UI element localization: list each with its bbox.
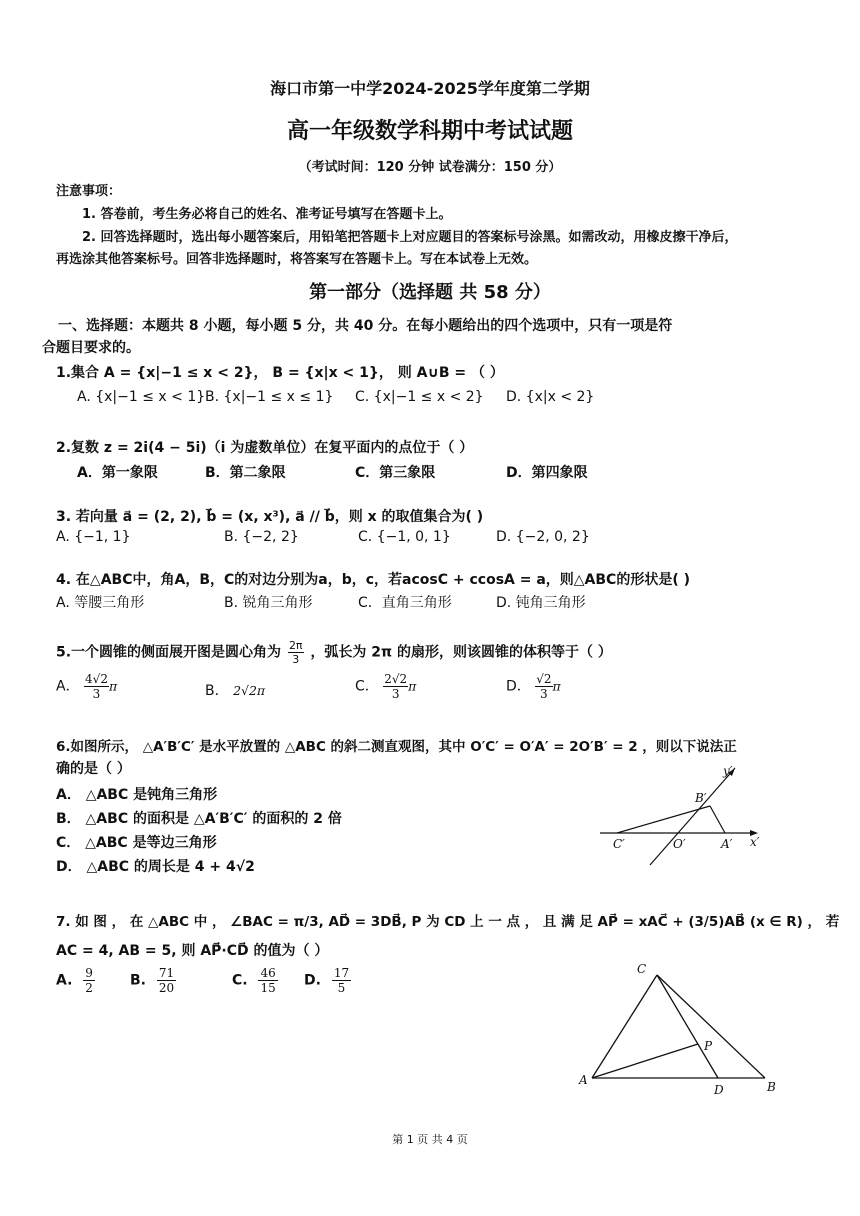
q4-option-d: D. 钝角三角形	[496, 595, 586, 611]
notes-item-1: 1. 答卷前，考生务必将自己的姓名、准考证号填写在答题卡上。	[82, 207, 452, 222]
q6-label-b: B′	[695, 791, 707, 805]
q7-label-d: D	[714, 1083, 724, 1097]
q5-option-b	[205, 680, 265, 700]
q7-option-a-label: A.	[56, 972, 73, 989]
q4-stem: 4. 在△ABC中，角A，B，C的对边分别为a，b，c，若acosC + ccosA = a，则△ABC的形状是( )	[56, 572, 691, 588]
part-title: 第一部分（选择题 共 58 分）	[309, 282, 551, 303]
q7-option-d-label: D.	[304, 972, 321, 989]
q7-option-b-label: B.	[130, 972, 146, 989]
q7-option-c-num: 46	[260, 966, 276, 980]
q7-option-b-den: 20	[158, 981, 175, 995]
page-footer: 第 1 页 共 4 页	[392, 1133, 468, 1146]
q5-option-a-fraction	[84, 672, 109, 701]
q7-side-ac	[592, 975, 657, 1078]
q5-option-a-pi: π	[108, 678, 118, 694]
q7-side-cb	[657, 975, 765, 1078]
q6-label-y: y′	[723, 764, 733, 778]
q3-option-b: B. {−2, 2}	[224, 529, 299, 545]
q6-label-x: x′	[750, 835, 760, 849]
q7-option-c	[232, 966, 278, 995]
q2-option-a: A．第一象限	[77, 465, 158, 481]
q6-label-a: A′	[721, 837, 733, 851]
q7-figure	[575, 958, 790, 1103]
q5-option-c-fraction	[383, 672, 408, 701]
q6-label-c: C′	[613, 837, 625, 851]
q5-option-a-label: A．	[56, 678, 80, 695]
notes-item-2: 2. 回答选择题时，选出每小题答案后，用铅笔把答题卡上对应题目的答案标号涂黑。如需改动，用橡皮擦干净后，	[82, 230, 738, 245]
q5-option-a	[56, 672, 117, 701]
q1-option-a: A. {x|−1 ≤ x < 1}	[77, 389, 206, 405]
q5-stem	[56, 639, 612, 666]
q7-option-c-fraction	[258, 966, 277, 995]
q5-option-c-num: 2√2	[384, 672, 408, 686]
q7-segment-cd	[657, 975, 718, 1078]
q5-stem-a: 5.一个圆锥的侧面展开图是圆心角为	[56, 644, 282, 661]
q7-stem-line2: AC = 4, AB = 5, 则 AP⃗·CD⃗ 的值为（ ）	[56, 943, 329, 959]
q5-option-a-den: 3	[92, 687, 101, 701]
q6-option-b: B． △ABC 的面积是 △A′B′C′ 的面积的 2 倍	[56, 811, 342, 827]
section-intro-line1: 一、选择题：本题共 8 小题，每小题 5 分，共 40 分。在每小题给出的四个选项中，只有一项是符	[58, 318, 673, 334]
q5-stem-b: ，弧长为 2π 的扇形，则该圆锥的体积等于（ ）	[310, 644, 612, 661]
q7-option-d-den: 5	[337, 981, 346, 995]
q6-label-o: O′	[673, 837, 686, 851]
school-title: 海口市第一中学2024-2025学年度第二学期	[270, 79, 590, 98]
q7-label-p: P	[704, 1039, 713, 1053]
q4-option-a: A. 等腰三角形	[56, 595, 145, 611]
q2-option-d: D．第四象限	[506, 465, 588, 481]
q5-option-d-label: D．	[506, 678, 531, 695]
q3-option-a: A. {−1, 1}	[56, 529, 131, 545]
q5-option-d-pi: π	[552, 678, 561, 694]
q3-option-d: D. {−2, 0, 2}	[496, 529, 590, 545]
q5-option-c-label: C．	[355, 678, 379, 695]
q7-option-b	[130, 966, 176, 995]
q1-option-d: D. {x|x < 2}	[506, 389, 595, 405]
q6-side-ba	[710, 806, 725, 833]
q7-segment-ap	[592, 1044, 698, 1078]
q2-option-b: B．第二象限	[205, 465, 286, 481]
q6-option-a: A． △ABC 是钝角三角形	[56, 787, 218, 803]
q7-option-a-num: 9	[85, 966, 93, 980]
q7-option-a-fraction	[83, 966, 95, 995]
q2-option-c: C．第三象限	[355, 465, 436, 481]
section-intro-line2: 合题目要求的。	[42, 340, 140, 356]
q5-option-d-fraction	[535, 672, 552, 701]
q5-option-a-num: 4√2	[85, 672, 108, 686]
q1-option-b: B. {x|−1 ≤ x ≤ 1}	[205, 389, 334, 405]
q6-option-c: C． △ABC 是等边三角形	[56, 835, 217, 851]
q5-option-c-pi: π	[408, 678, 417, 694]
exam-title: 高一年级数学科期中考试试题	[286, 119, 573, 144]
q6-figure	[595, 760, 775, 870]
exam-subtitle: （考试时间：120 分钟 试卷满分：150 分）	[298, 160, 562, 175]
notes-heading: 注意事项：	[56, 184, 122, 199]
q3-option-c: C. {−1, 0, 1}	[358, 529, 451, 545]
q6-stem-line1: 6.如图所示， △A′B′C′ 是水平放置的 △ABC 的斜二测直观图，其中 O′C′ = O′A′ = 2O′B′ = 2 ，则以下说法正	[56, 739, 737, 755]
q4-option-c: C．直角三角形	[358, 595, 452, 611]
q7-label-c: C	[637, 962, 647, 976]
q5-option-c	[355, 672, 416, 701]
q5-option-c-den: 3	[391, 687, 400, 701]
q7-label-a: A	[579, 1073, 588, 1087]
q1-stem: 1.集合 A = {x|−1 ≤ x < 2}， B = {x|x < 1}， 则 A∪B = （ ）	[56, 365, 504, 381]
q2-stem: 2.复数 z = 2i(4 − 5i)（i 为虚数单位）在复平面内的点位于（ ）	[56, 440, 474, 456]
notes-item-3: 再选涂其他答案标号。回答非选择题时，将答案写在答题卡上。写在本试卷上无效。	[56, 252, 538, 267]
q7-option-d	[304, 966, 351, 995]
q7-option-a	[56, 966, 95, 995]
q7-stem-line1: 7. 如 图 ， 在 △ABC 中 ， ∠BAC = π/3, AD⃗ = 3DB⃗, P 为 CD 上 一 点 ， 且 满 足 AP⃗ = xAC⃗ + (3/5)AB⃗ (x ∈ R) ， 若	[56, 914, 840, 930]
q6-side-cb	[617, 806, 710, 833]
q5-option-d-num: √2	[536, 672, 552, 686]
q6-stem-line2: 确的是（ ）	[56, 761, 131, 777]
q7-option-d-num: 17	[333, 966, 350, 980]
q7-option-b-fraction	[157, 966, 176, 995]
q1-option-c: C. {x|−1 ≤ x < 2}	[355, 389, 484, 405]
q7-option-c-den: 15	[260, 981, 276, 995]
q5-option-d	[506, 672, 561, 701]
q5-option-b-label: B．	[205, 683, 229, 699]
q7-option-b-num: 71	[158, 966, 175, 980]
q5-stem-fraction	[288, 639, 304, 666]
q7-option-d-fraction	[332, 966, 351, 995]
q5-option-b-value: 2√2π	[233, 683, 266, 698]
q5-frac-den: 3	[292, 653, 300, 666]
q3-stem: 3. 若向量 a⃗ = (2, 2), b⃗ = (x, x³), a⃗ // b⃗，则 x 的取值集合为( )	[56, 509, 484, 525]
q7-option-c-label: C.	[232, 972, 248, 989]
q6-option-d: D． △ABC 的周长是 4 + 4√2	[56, 859, 255, 875]
q7-label-b: B	[767, 1080, 776, 1094]
q5-option-d-den: 3	[540, 687, 548, 701]
q4-option-b: B. 锐角三角形	[224, 595, 313, 611]
q5-frac-num: 2π	[288, 639, 303, 652]
q7-option-a-den: 2	[85, 981, 93, 995]
